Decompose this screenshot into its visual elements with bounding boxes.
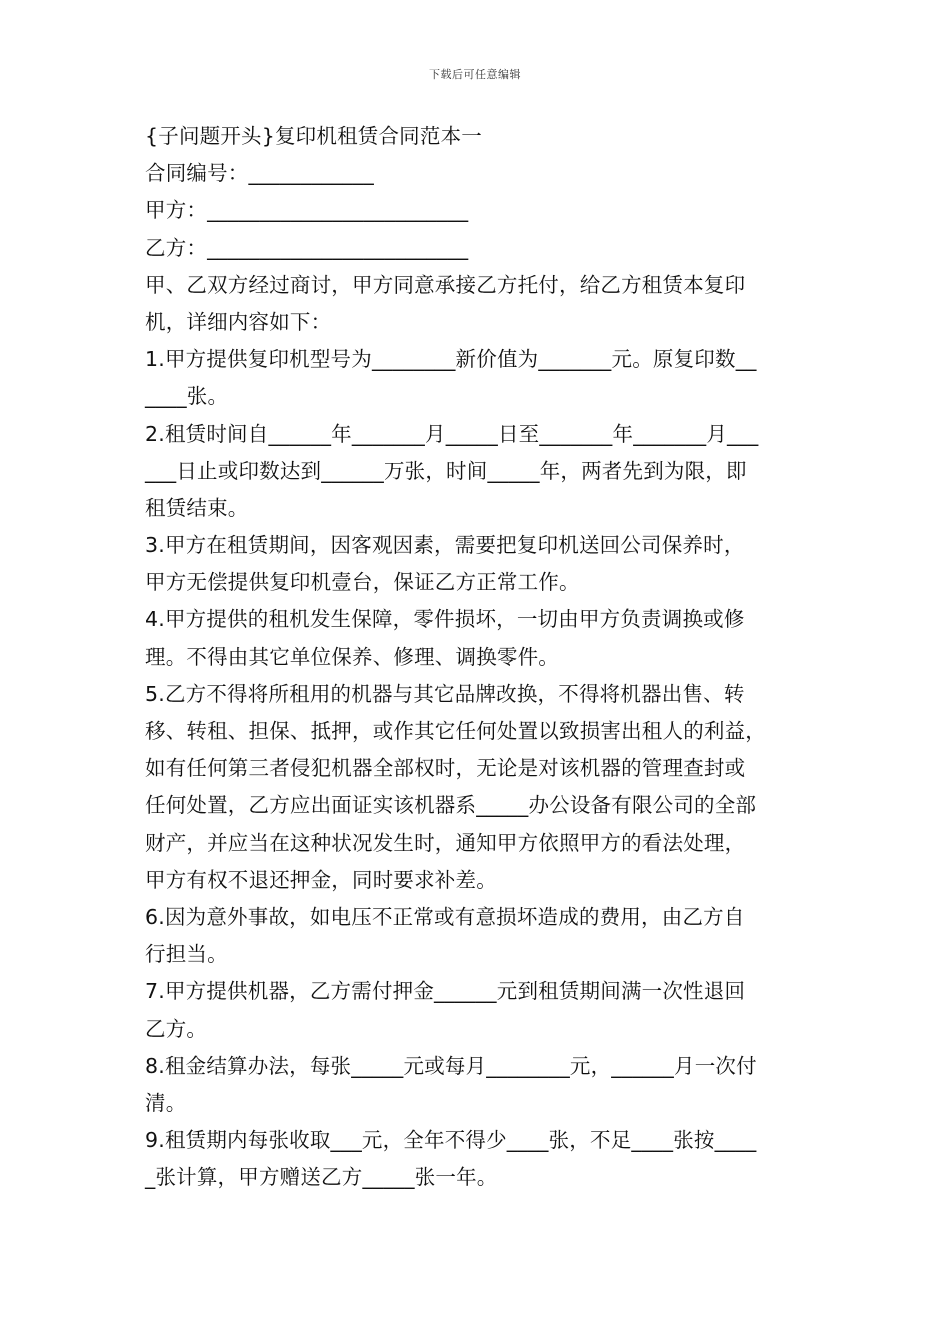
clause-4-line: 4.甲方提供的租机发生保障，零件损坏，一切由甲方负责调换或修 [145, 607, 745, 632]
party-b-line: 乙方：_________________________ [145, 235, 469, 260]
clause-2-line: ___日止或印数达到______万张，时间_____年，两者先到为限，即 [145, 458, 747, 483]
clause-6-line: 6.因为意外事故，如电压不正常或有意损坏造成的费用，由乙方自 [145, 904, 745, 929]
clause-9-line: _张计算，甲方赠送乙方_____张一年。 [145, 1165, 498, 1190]
clause-1-line: ____张。 [145, 384, 229, 409]
contract-number-line: 合同编号：____________ [145, 161, 374, 186]
clause-5-line: 如有任何第三者侵犯机器全部权时，无论是对该机器的管理查封或 [145, 756, 746, 781]
clause-8-line: 8.租金结算办法，每张_____元或每月________元，______月一次付 [145, 1053, 757, 1078]
page-header-note: 下载后可任意编辑 [429, 68, 521, 81]
intro-line: 机，详细内容如下： [145, 309, 332, 334]
party-a-line: 甲方：_________________________ [145, 198, 469, 223]
clause-2-line: 2.租赁时间自______年_______月_____日至_______年_______月___ [145, 421, 759, 446]
contract-body [145, 118, 810, 1196]
contract-title: {子问题开头}复印机租赁合同范本一 [145, 124, 482, 148]
clause-7-line: 乙方。 [145, 1016, 208, 1041]
clause-5-line: 任何处置，乙方应出面证实该机器系_____办公设备有限公司的全部 [145, 793, 757, 818]
clause-7-line: 7.甲方提供机器，乙方需付押金______元到租赁期间满一次性退回 [145, 979, 746, 1004]
clause-8-line: 清。 [145, 1090, 187, 1115]
clause-5-line: 甲方有权不退还押金，同时要求补差。 [145, 867, 497, 892]
clause-2-line: 租赁结束。 [145, 495, 249, 520]
clause-3-line: 甲方无偿提供复印机壹台，保证乙方正常工作。 [145, 570, 580, 595]
clause-5-line: 财产，并应当在这种状况发生时，通知甲方依照甲方的看法处理， [145, 830, 746, 855]
clause-9-line: 9.租赁期内每张收取___元，全年不得少____张，不足____张按____ [145, 1128, 757, 1153]
clause-1-line: 1.甲方提供复印机型号为________新价值为_______元。原复印数__ [145, 347, 757, 372]
clause-4-line: 理。不得由其它单位保养、修理、调换零件。 [145, 644, 559, 669]
clause-6-line: 行担当。 [145, 942, 228, 967]
clause-5-line: 5.乙方不得将所租用的机器与其它品牌改换，不得将机器出售、转 [145, 681, 745, 706]
intro-line: 甲、乙双方经过商讨，甲方同意承接乙方托付，给乙方租赁本复印 [145, 272, 746, 297]
clause-5-line: 移、转租、担保、抵押，或作其它任何处置以致损害出租人的利益， [145, 719, 766, 743]
clause-3-line: 3.甲方在租赁期间，因客观因素，需要把复印机送回公司保养时， [145, 533, 745, 558]
